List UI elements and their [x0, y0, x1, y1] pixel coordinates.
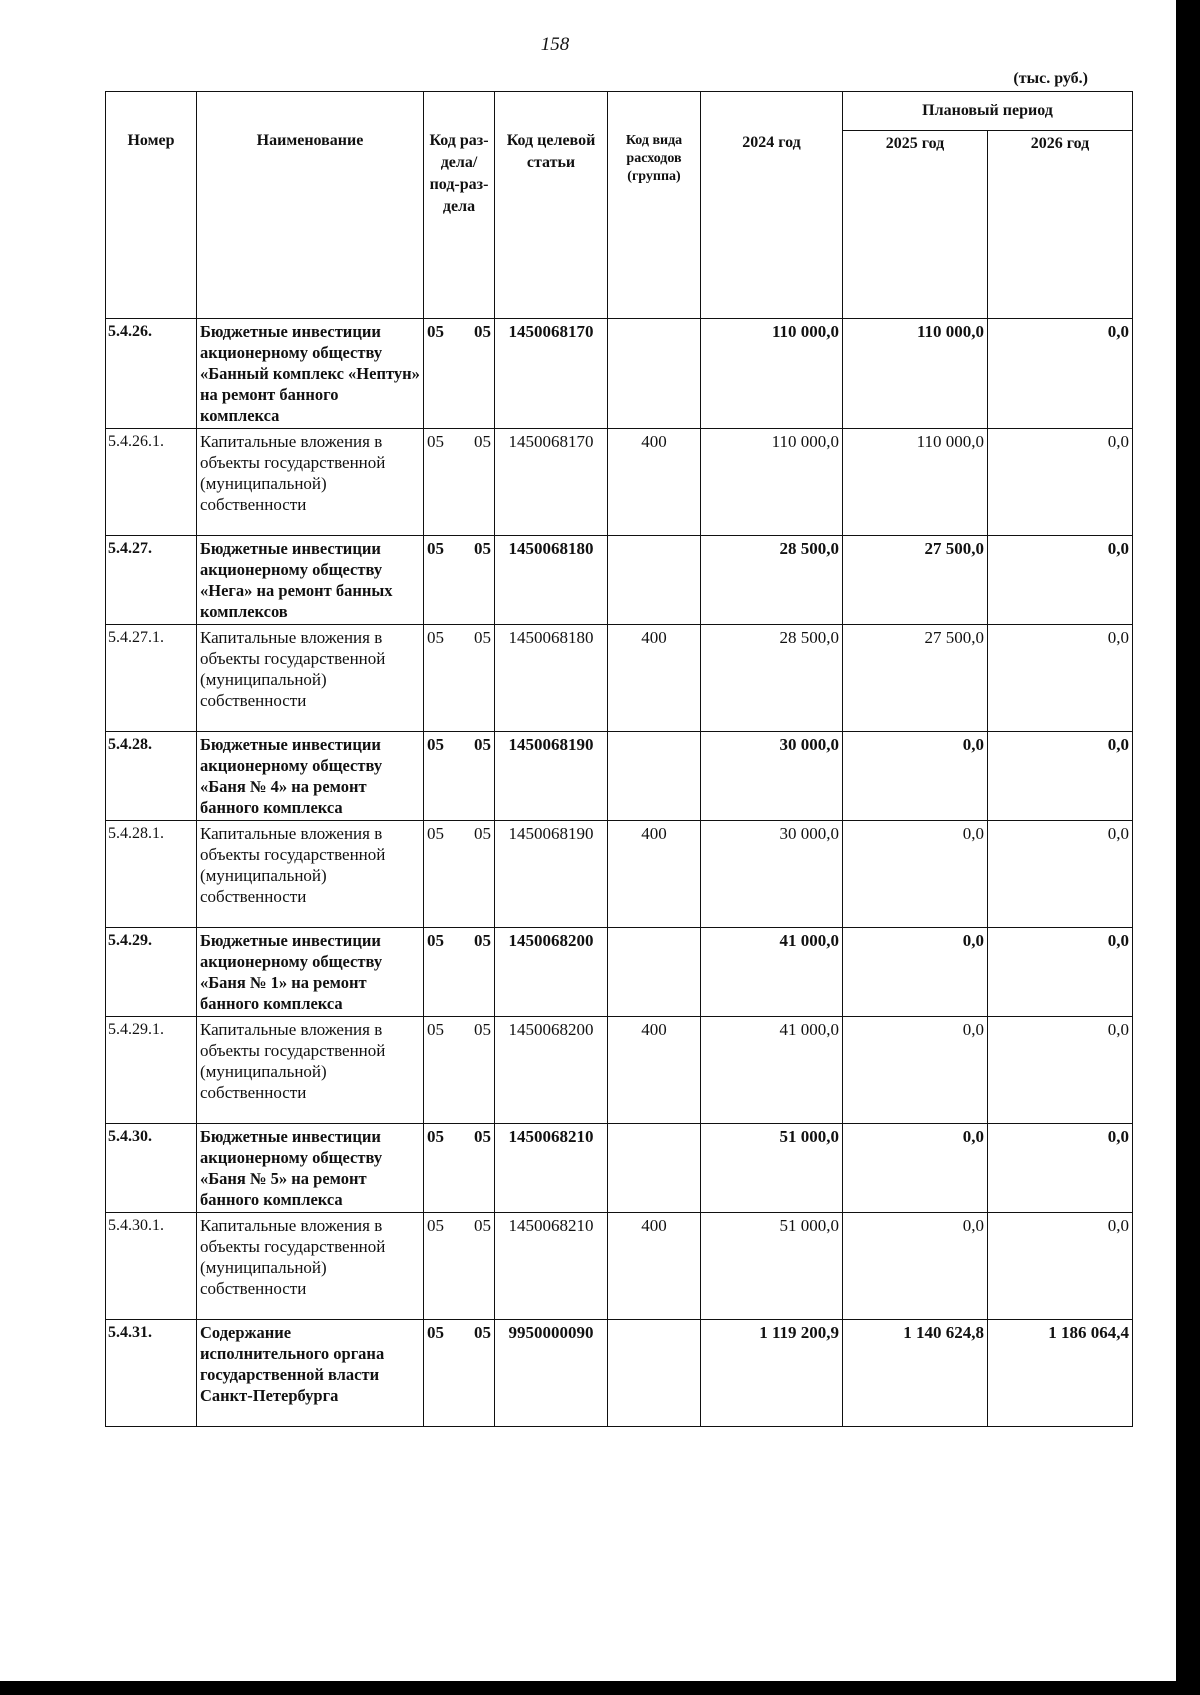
- row-razdel: 05: [427, 735, 444, 754]
- row-2025: 1 140 624,8: [843, 1320, 988, 1427]
- row-podrazdel: 05: [474, 1020, 491, 1039]
- row-2025: 110 000,0: [843, 429, 988, 536]
- header-name: Наименование: [197, 92, 424, 319]
- row-vr: [608, 319, 701, 429]
- row-2025: 0,0: [843, 732, 988, 821]
- row-section: [424, 1320, 495, 1427]
- row-2024: 41 000,0: [701, 928, 843, 1017]
- row-podrazdel: 05: [474, 1323, 491, 1342]
- row-number: 5.4.28.: [106, 732, 197, 821]
- row-2026: 0,0: [988, 821, 1133, 928]
- row-2024: 30 000,0: [701, 732, 843, 821]
- row-number: 5.4.30.: [106, 1124, 197, 1213]
- row-razdel: 05: [427, 1127, 444, 1146]
- row-section: [424, 1213, 495, 1320]
- table-row: [106, 536, 1133, 625]
- row-razdel: 05: [427, 1216, 444, 1235]
- row-section: [424, 732, 495, 821]
- row-section: [424, 1017, 495, 1124]
- row-name: Бюджетные инвестиции акционерному обществу «Баня № 5» на ремонт банного комплекса: [197, 1124, 424, 1213]
- row-section: [424, 1124, 495, 1213]
- row-csr: 9950000090: [495, 1320, 608, 1427]
- row-2025: 0,0: [843, 1213, 988, 1320]
- row-2026: 0,0: [988, 625, 1133, 732]
- header-csr: Код целевой статьи: [495, 92, 608, 319]
- row-csr: 1450068200: [495, 928, 608, 1017]
- row-number: 5.4.28.1.: [106, 821, 197, 928]
- row-csr: 1450068200: [495, 1017, 608, 1124]
- row-2024: 28 500,0: [701, 625, 843, 732]
- row-2026: 1 186 064,4: [988, 1320, 1133, 1427]
- budget-table: [105, 91, 1133, 1427]
- row-number: 5.4.27.1.: [106, 625, 197, 732]
- table-row: [106, 1320, 1133, 1427]
- row-podrazdel: 05: [474, 539, 491, 558]
- row-name: Капитальные вложения в объекты государственной (муниципальной) собственности: [197, 625, 424, 732]
- row-razdel: 05: [427, 539, 444, 558]
- row-2024: 51 000,0: [701, 1124, 843, 1213]
- row-2026: 0,0: [988, 928, 1133, 1017]
- row-razdel: 05: [427, 322, 444, 341]
- header-number: Номер: [106, 92, 197, 319]
- row-2024: 51 000,0: [701, 1213, 843, 1320]
- row-section: [424, 625, 495, 732]
- row-csr: 1450068180: [495, 625, 608, 732]
- row-section: [424, 821, 495, 928]
- table-row: [106, 1213, 1133, 1320]
- row-vr: [608, 928, 701, 1017]
- row-number: 5.4.30.1.: [106, 1213, 197, 1320]
- row-vr: 400: [608, 625, 701, 732]
- table-row: [106, 429, 1133, 536]
- units-label: (тыс. руб.): [1013, 70, 1088, 87]
- row-csr: 1450068210: [495, 1124, 608, 1213]
- row-razdel: 05: [427, 628, 444, 647]
- scan-edge-right: [1176, 0, 1200, 1695]
- table-row: [106, 1124, 1133, 1213]
- row-number: 5.4.29.: [106, 928, 197, 1017]
- row-podrazdel: 05: [474, 432, 491, 451]
- row-name: Содержание исполнительного органа государственной власти Санкт-Петербурга: [197, 1320, 424, 1427]
- row-2026: 0,0: [988, 732, 1133, 821]
- row-csr: 1450068190: [495, 732, 608, 821]
- row-name: Капитальные вложения в объекты государственной (муниципальной) собственности: [197, 821, 424, 928]
- row-podrazdel: 05: [474, 628, 491, 647]
- row-name: Бюджетные инвестиции акционерному обществу «Нега» на ремонт банных комплексов: [197, 536, 424, 625]
- row-2024: 1 119 200,9: [701, 1320, 843, 1427]
- row-2026: 0,0: [988, 1213, 1133, 1320]
- row-name: Капитальные вложения в объекты государственной (муниципальной) собственности: [197, 1213, 424, 1320]
- row-csr: 1450068170: [495, 319, 608, 429]
- row-section: [424, 928, 495, 1017]
- table-row: [106, 732, 1133, 821]
- row-2024: 110 000,0: [701, 429, 843, 536]
- row-2025: 0,0: [843, 1124, 988, 1213]
- header-section-text: Код раз-дела/ под-раз-дела: [429, 132, 489, 215]
- row-2025: 0,0: [843, 928, 988, 1017]
- row-section: [424, 536, 495, 625]
- row-2024: 30 000,0: [701, 821, 843, 928]
- row-number: 5.4.31.: [106, 1320, 197, 1427]
- row-number: 5.4.27.: [106, 536, 197, 625]
- row-razdel: 05: [427, 931, 444, 950]
- row-section: [424, 429, 495, 536]
- row-podrazdel: 05: [474, 824, 491, 843]
- row-2025: 27 500,0: [843, 625, 988, 732]
- table-row: [106, 625, 1133, 732]
- row-number: 5.4.26.1.: [106, 429, 197, 536]
- row-csr: 1450068190: [495, 821, 608, 928]
- header-2025: 2025 год: [843, 131, 988, 319]
- row-vr: 400: [608, 1017, 701, 1124]
- row-name: Бюджетные инвестиции акционерному обществу «Банный комплекс «Нептун» на ремонт банного комплекса: [197, 319, 424, 429]
- row-vr: [608, 536, 701, 625]
- row-name: Бюджетные инвестиции акционерному обществу «Баня № 4» на ремонт банного комплекса: [197, 732, 424, 821]
- row-vr: [608, 1124, 701, 1213]
- page-number: 158: [540, 34, 570, 55]
- table-row: [106, 928, 1133, 1017]
- scan-edge-bottom: [0, 1681, 1200, 1695]
- row-vr: 400: [608, 1213, 701, 1320]
- header-planned-period: Плановый период: [843, 92, 1133, 131]
- row-name: Бюджетные инвестиции акционерному обществу «Баня № 1» на ремонт банного комплекса: [197, 928, 424, 1017]
- row-podrazdel: 05: [474, 322, 491, 341]
- header-section: [424, 92, 495, 319]
- row-2026: 0,0: [988, 1124, 1133, 1213]
- row-number: 5.4.29.1.: [106, 1017, 197, 1124]
- row-csr: 1450068170: [495, 429, 608, 536]
- row-section: [424, 319, 495, 429]
- row-razdel: 05: [427, 1020, 444, 1039]
- table-row: [106, 319, 1133, 429]
- row-number: 5.4.26.: [106, 319, 197, 429]
- row-2025: 0,0: [843, 821, 988, 928]
- row-2025: 27 500,0: [843, 536, 988, 625]
- row-2026: 0,0: [988, 536, 1133, 625]
- row-podrazdel: 05: [474, 1216, 491, 1235]
- row-name: Капитальные вложения в объекты государственной (муниципальной) собственности: [197, 1017, 424, 1124]
- row-podrazdel: 05: [474, 1127, 491, 1146]
- row-2026: 0,0: [988, 319, 1133, 429]
- row-razdel: 05: [427, 1323, 444, 1342]
- table-row: [106, 1017, 1133, 1124]
- row-csr: 1450068180: [495, 536, 608, 625]
- header-2024: 2024 год: [701, 92, 843, 319]
- row-2024: 110 000,0: [701, 319, 843, 429]
- row-2026: 0,0: [988, 429, 1133, 536]
- row-2025: 0,0: [843, 1017, 988, 1124]
- table-row: [106, 821, 1133, 928]
- row-vr: 400: [608, 821, 701, 928]
- row-vr: [608, 1320, 701, 1427]
- row-razdel: 05: [427, 824, 444, 843]
- row-podrazdel: 05: [474, 931, 491, 950]
- row-2024: 28 500,0: [701, 536, 843, 625]
- header-2026: 2026 год: [988, 131, 1133, 319]
- row-podrazdel: 05: [474, 735, 491, 754]
- row-2026: 0,0: [988, 1017, 1133, 1124]
- header-vr: Код вида расходов (группа): [608, 92, 701, 319]
- row-vr: 400: [608, 429, 701, 536]
- row-2025: 110 000,0: [843, 319, 988, 429]
- row-name: Капитальные вложения в объекты государственной (муниципальной) собственности: [197, 429, 424, 536]
- row-vr: [608, 732, 701, 821]
- row-csr: 1450068210: [495, 1213, 608, 1320]
- row-razdel: 05: [427, 432, 444, 451]
- row-2024: 41 000,0: [701, 1017, 843, 1124]
